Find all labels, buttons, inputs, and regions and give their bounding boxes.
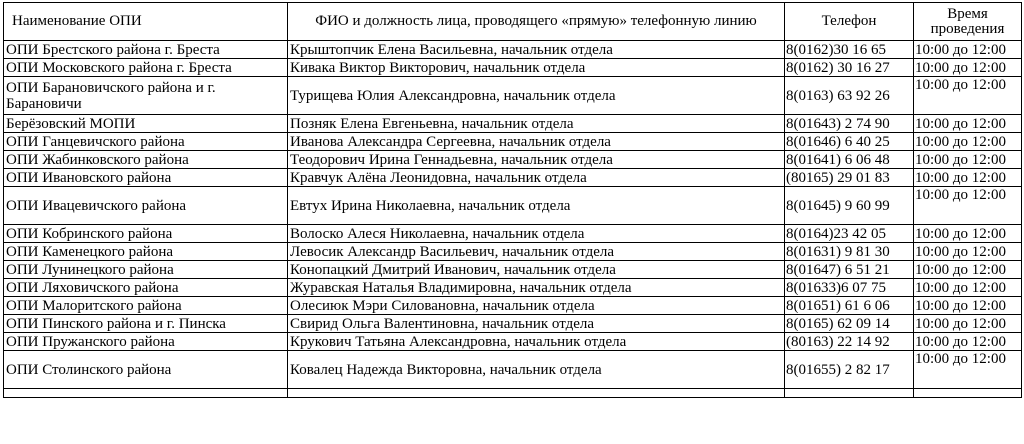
hotline-time: 10:00 до 12:00 xyxy=(914,41,1022,59)
table-row xyxy=(4,59,1022,77)
table-row xyxy=(4,279,1022,297)
official: Волоско Алеся Николаевна, начальник отдела xyxy=(288,225,785,243)
office-name: ОПИ Лунинецкого района xyxy=(4,261,288,279)
phone-number: 8(0162) 30 16 27 xyxy=(785,59,914,77)
official: Кивака Виктор Викторович, начальник отдела xyxy=(288,59,785,77)
hotline-time: 10:00 до 12:00 xyxy=(914,59,1022,77)
hotline-time: 10:00 до 12:00 xyxy=(914,351,1022,389)
phone-number: 8(01641) 6 06 48 xyxy=(785,151,914,169)
table-row xyxy=(4,351,1022,389)
office-name: ОПИ Ивановского района xyxy=(4,169,288,187)
official: Ковалец Надежда Викторовна, начальник отдела xyxy=(288,351,785,389)
official: Иванова Александра Сергеевна, начальник отдела xyxy=(288,133,785,151)
hotline-time: 10:00 до 12:00 xyxy=(914,133,1022,151)
phone-number: 8(0164)23 42 05 xyxy=(785,225,914,243)
phone-number: 8(01651) 61 6 06 xyxy=(785,297,914,315)
header-person: ФИО и должность лица, проводящего «прямую» телефонную линию xyxy=(288,3,785,41)
hotline-time: 10:00 до 12:00 xyxy=(914,315,1022,333)
office-name: ОПИ Кобринского района xyxy=(4,225,288,243)
phone-number: 8(0163) 63 92 26 xyxy=(785,77,914,115)
official: Левосик Александр Васильевич, начальник отдела xyxy=(288,243,785,261)
official: Турищева Юлия Александровна, начальник отдела xyxy=(288,77,785,115)
table-header-row xyxy=(4,3,1022,41)
official: Журавская Наталья Владимировна, начальник отдела xyxy=(288,279,785,297)
hotline-time: 10:00 до 12:00 xyxy=(914,261,1022,279)
office-name: Берёзовский МОПИ xyxy=(4,115,288,133)
phone-number: 8(01646) 6 40 25 xyxy=(785,133,914,151)
hotline-time: 10:00 до 12:00 xyxy=(914,151,1022,169)
office-name: ОПИ Жабинковского района xyxy=(4,151,288,169)
hotline-time: 10:00 до 12:00 xyxy=(914,187,1022,225)
phone-number: (80165) 29 01 83 xyxy=(785,169,914,187)
phone-number: 8(01647) 6 51 21 xyxy=(785,261,914,279)
office-name: ОПИ Ляховичского района xyxy=(4,279,288,297)
table-row-continuation xyxy=(4,389,1022,398)
hotline-time: 10:00 до 12:00 xyxy=(914,115,1022,133)
phone-number: 8(01633)6 07 75 xyxy=(785,279,914,297)
official: Конопацкий Дмитрий Иванович, начальник отдела xyxy=(288,261,785,279)
hotline-time: 10:00 до 12:00 xyxy=(914,279,1022,297)
table-row xyxy=(4,41,1022,59)
office-name: ОПИ Пружанского района xyxy=(4,333,288,351)
hotline-time: 10:00 до 12:00 xyxy=(914,297,1022,315)
hotline-time: 10:00 до 12:00 xyxy=(914,169,1022,187)
official: Крукович Татьяна Александровна, начальник отдела xyxy=(288,333,785,351)
office-name: ОПИ Малоритского района xyxy=(4,297,288,315)
table-row xyxy=(4,297,1022,315)
office-name: ОПИ Каменецкого района xyxy=(4,243,288,261)
office-name: ОПИ Ивацевичского района xyxy=(4,187,288,225)
official: Крыштопчик Елена Васильевна, начальник отдела xyxy=(288,41,785,59)
office-name: ОПИ Московского района г. Бреста xyxy=(4,59,288,77)
phone-number: 8(01631) 9 81 30 xyxy=(785,243,914,261)
table-row xyxy=(4,333,1022,351)
hotline-time: 10:00 до 12:00 xyxy=(914,333,1022,351)
table-row xyxy=(4,187,1022,225)
official: Теодорович Ирина Геннадьевна, начальник отдела xyxy=(288,151,785,169)
phone-number: 8(0165) 62 09 14 xyxy=(785,315,914,333)
hotline-time: 10:00 до 12:00 xyxy=(914,225,1022,243)
hotline-time: 10:00 до 12:00 xyxy=(914,77,1022,115)
office-name: ОПИ Брестского района г. Бреста xyxy=(4,41,288,59)
phone-number: (80163) 22 14 92 xyxy=(785,333,914,351)
phone-number: 8(01645) 9 60 99 xyxy=(785,187,914,225)
header-phone: Телефон xyxy=(785,3,914,41)
hotline-schedule-table xyxy=(3,2,1022,398)
office-name: ОПИ Ганцевичского района xyxy=(4,133,288,151)
table-row xyxy=(4,115,1022,133)
official: Евтух Ирина Николаевна, начальник отдела xyxy=(288,187,785,225)
table-row xyxy=(4,261,1022,279)
table-row xyxy=(4,243,1022,261)
phone-number: 8(01655) 2 82 17 xyxy=(785,351,914,389)
table-row xyxy=(4,133,1022,151)
table-row xyxy=(4,315,1022,333)
official: Позняк Елена Евгеньевна, начальник отдела xyxy=(288,115,785,133)
office-name: ОПИ Столинского района xyxy=(4,351,288,389)
official: Олесиюк Мэри Силовановна, начальник отдела xyxy=(288,297,785,315)
header-name: Наименование ОПИ xyxy=(4,3,288,41)
table-row xyxy=(4,151,1022,169)
table-row xyxy=(4,169,1022,187)
header-time: Время проведения xyxy=(914,3,1022,41)
table-row xyxy=(4,77,1022,115)
official: Свирид Ольга Валентиновна, начальник отдела xyxy=(288,315,785,333)
official: Кравчук Алёна Леонидовна, начальник отдела xyxy=(288,169,785,187)
office-name: ОПИ Пинского района и г. Пинска xyxy=(4,315,288,333)
hotline-time: 10:00 до 12:00 xyxy=(914,243,1022,261)
phone-number: 8(01643) 2 74 90 xyxy=(785,115,914,133)
phone-number: 8(0162)30 16 65 xyxy=(785,41,914,59)
table-row xyxy=(4,225,1022,243)
office-name: ОПИ Барановичского района и г. Барановичи xyxy=(4,77,288,115)
